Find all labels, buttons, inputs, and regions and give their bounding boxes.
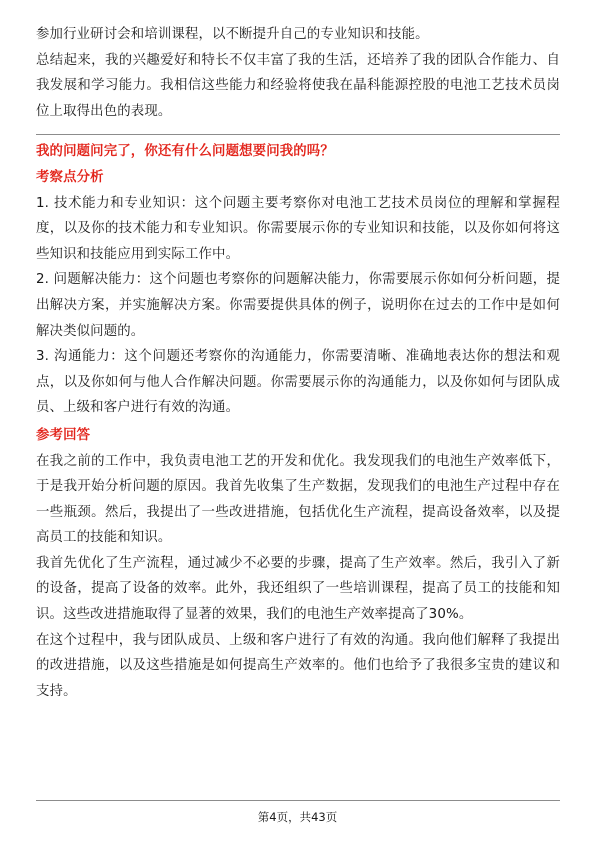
page-number: 第4页，共43页 (257, 810, 338, 824)
intro-paragraph-1: 参加行业研讨会和培训课程，以不断提升自己的专业知识和技能。 (36, 27, 429, 42)
analysis-point-3: 3. 沟通能力：这个问题还考察你的沟通能力，你需要清晰、准确地表达你的想法和观点，以及你如何与他人合作解决问题。你需要展示你的沟通能力，以及你如何与团队成员、上级和客户进行有效的沟通。 (36, 349, 560, 416)
answer-paragraph-1: 在我之前的工作中，我负责电池工艺的开发和优化。我发现我们的电池生产效率低下，于是我开始分析问题的原因。我首先收集了生产数据，发现我们的电池生产过程中存在一些瓶颈。然后，我提出了一些改进措施，包括优化生产流程，提高设备效率，以及提高员工的技能和知识。 (36, 453, 560, 546)
page-body (36, 22, 560, 704)
answer-heading: 参考回答 (36, 427, 91, 443)
analysis-point-1: 1. 技术能力和专业知识：这个问题主要考察你对电池工艺技术员岗位的理解和掌握程度，以及你的技术能力和专业知识。你需要展示你的专业知识和技能，以及你如何将这些知识和技能应用到实际工作中。 (36, 195, 560, 262)
footer-divider (36, 800, 560, 801)
section-divider (36, 134, 560, 135)
analysis-point-2: 2. 问题解决能力：这个问题也考察你的问题解决能力，你需要展示你如何分析问题，提出解决方案，并实施解决方案。你需要提供具体的例子，说明你在过去的工作中是如何解决类似问题的。 (36, 272, 560, 339)
answer-paragraph-2: 我首先优化了生产流程，通过减少不必要的步骤，提高了生产效率。然后，我引入了新的设备，提高了设备的效率。此外，我还组织了一些培训课程，提高了员工的技能和知识。这些改进措施取得了显著的效果，我们的电池生产效率提高了30%。 (36, 555, 560, 623)
question-title: 我的问题问完了，你还有什么问题想要问我的吗？ (36, 144, 334, 160)
answer-paragraph-3: 在这个过程中，我与团队成员、上级和客户进行了有效的沟通。我向他们解释了我提出的改进措施，以及这些措施是如何提高生产效率的。他们也给予了我很多宝贵的建议和支持。 (36, 632, 560, 699)
intro-paragraph-2: 总结起来，我的兴趣爱好和特长不仅丰富了我的生活，还培养了我的团队合作能力、自我发展和学习能力。我相信这些能力和经验将使我在晶科能源控股的电池工艺技术员岗位上取得出色的表现。 (36, 52, 560, 119)
analysis-heading: 考察点分析 (36, 169, 104, 185)
